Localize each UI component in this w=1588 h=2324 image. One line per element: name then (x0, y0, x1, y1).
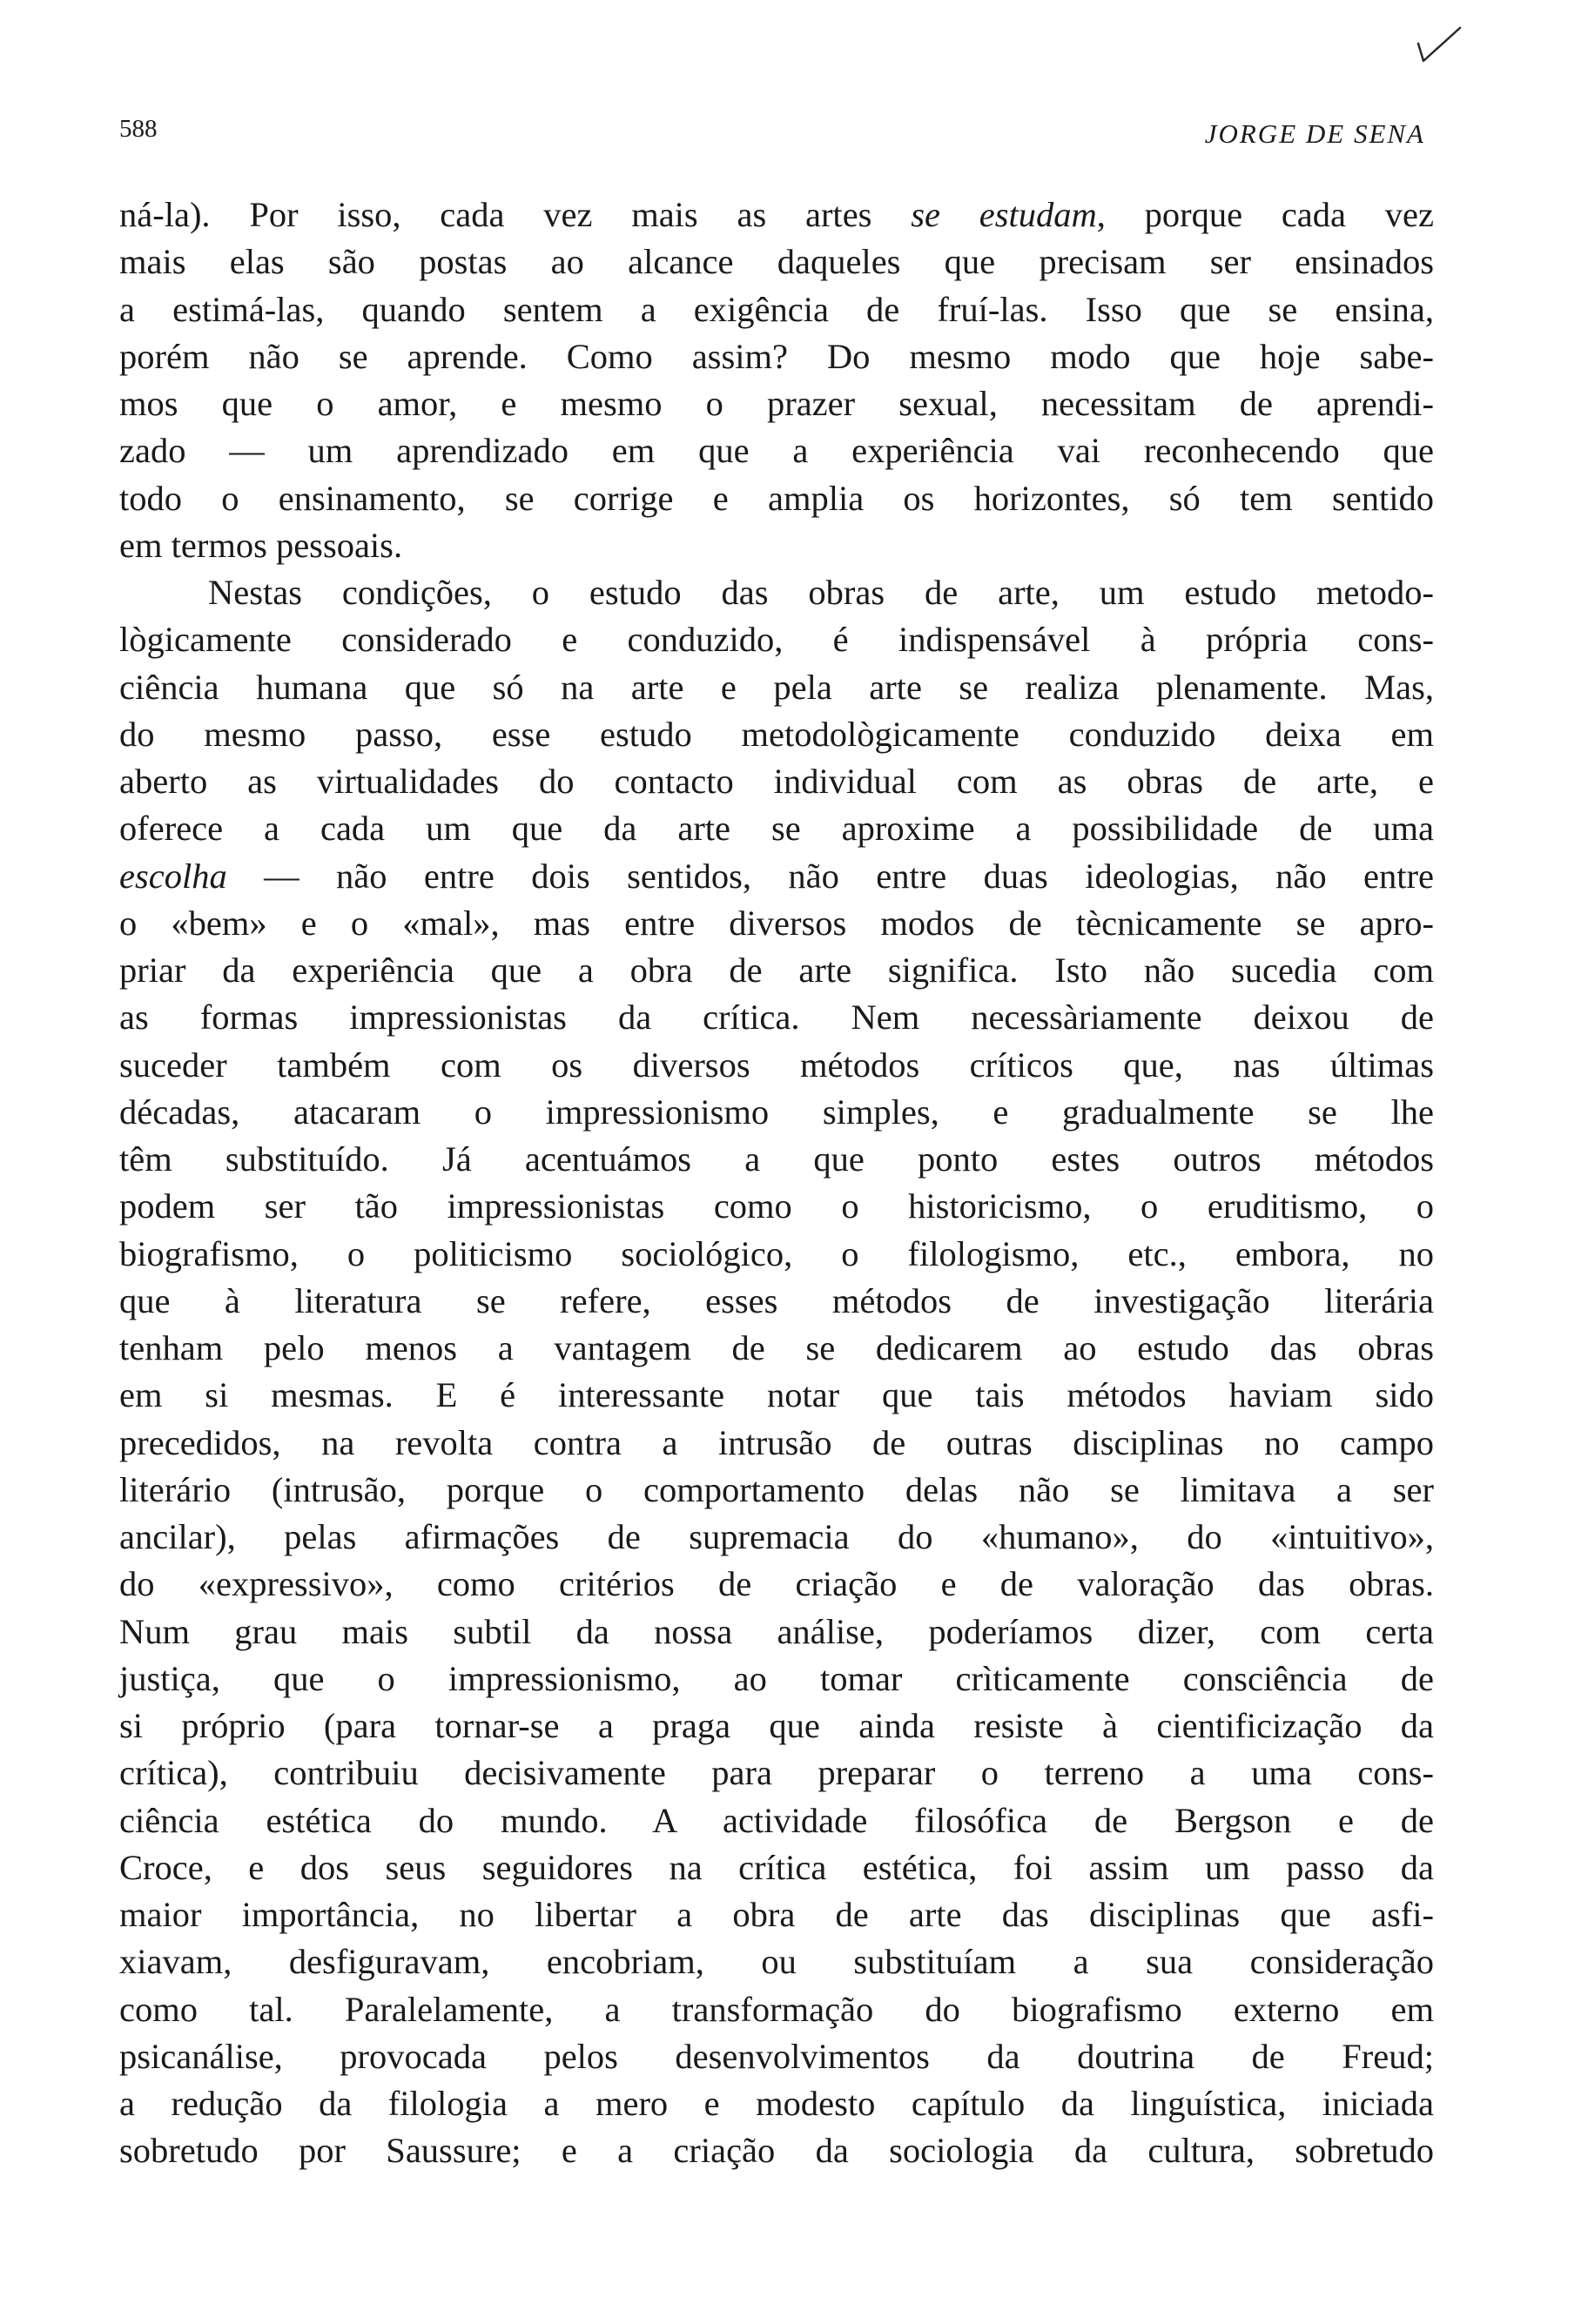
running-title: JORGE DE SENA (1204, 118, 1425, 149)
italic-emphasis: escolha (119, 856, 227, 896)
text-line (119, 1844, 1434, 1891)
text-line-segment: tenham pelo menos a vantagem de se dedicarem ao estudo das obras (119, 1328, 1434, 1367)
text-line-segment: aberto as virtualidades do contacto individual com as obras de arte, e (119, 762, 1434, 801)
text-line (119, 333, 1434, 380)
text-line-segment: maior importância, no libertar a obra de arte das disciplinas que asfi- (119, 1895, 1434, 1934)
text-line-segment: do mesmo passo, esse estudo metodològicamente conduzido deixa em (119, 714, 1434, 754)
text-line (119, 1656, 1434, 1703)
text-line (119, 1183, 1434, 1230)
text-line-segment: biografismo, o politicismo sociológico, o filologismo, etc., embora, no (119, 1233, 1434, 1273)
text-line-segment: ciência humana que só na arte e pela arte se realiza plenamente. Mas, (119, 667, 1434, 707)
text-line (119, 853, 1434, 900)
text-line (119, 1891, 1434, 1938)
text-line-segment: zado — um aprendizado em que a experiência vai reconhecendo que (119, 431, 1434, 471)
handwritten-check-mark (1415, 24, 1464, 64)
text-line (119, 1467, 1434, 1514)
text-line-segment: oferece a cada um que da arte se aproxime a possibilidade de uma (119, 809, 1434, 849)
text-line (119, 1514, 1434, 1561)
text-line-segment: ná-la). Por isso, cada vez mais as artes (119, 195, 912, 234)
text-line (119, 711, 1434, 758)
text-line-segment: — não entre dois sentidos, não entre duas ideologias, não entre (226, 856, 1434, 896)
text-line-segment: as formas impressionistas da crítica. Nem necessàriamente deixou de (119, 997, 1434, 1038)
body-text (119, 191, 1434, 2175)
text-line-segment: ancilar), pelas afirmações de supremacia do «humano», do «intuitivo», (119, 1517, 1434, 1556)
text-line-segment: o «bem» e o «mal», mas entre diversos modos de tècnicamente se apro- (119, 903, 1434, 943)
text-line (119, 2080, 1434, 2127)
text-line-segment: psicanálise, provocada pelos desenvolvimentos da doutrina de Freud; (119, 2036, 1434, 2076)
text-line-segment: mais elas são postas ao alcance daqueles que precisam ser ensinados (119, 242, 1434, 282)
text-line-segment: precedidos, na revolta contra a intrusão de outras disciplinas no campo (119, 1422, 1434, 1462)
text-line-segment: a redução da filologia a mero e modesto capítulo da linguística, iniciada (119, 2084, 1434, 2123)
text-line-segment: ciência estética do mundo. A actividade filosófica de Bergson e de (119, 1800, 1434, 1840)
text-line-segment: Num grau mais subtil da nossa análise, poderíamos dizer, com certa (119, 1611, 1434, 1651)
text-line (119, 994, 1434, 1041)
text-line (119, 286, 1434, 333)
text-line-segment: que à literatura se refere, esses métodos de investigação literária (119, 1280, 1434, 1320)
text-line (119, 1703, 1434, 1750)
italic-emphasis: se estudam (911, 195, 1097, 234)
text-line-segment: suceder também com os diversos métodos críticos que, nas últimas (119, 1044, 1434, 1085)
text-line-segment: xiavam, desfiguravam, encobriam, ou substituíam a sua consideração (119, 1942, 1434, 1982)
text-line (119, 2033, 1434, 2080)
text-line (119, 1420, 1434, 1467)
text-line (119, 1609, 1434, 1656)
text-line-segment: como tal. Paralelamente, a transformação do biografismo externo em (119, 1989, 1434, 2029)
text-line (119, 475, 1434, 522)
text-line-segment: em termos pessoais. (119, 525, 403, 565)
text-line-segment: sobretudo por Saussure; e a criação da sociologia da cultura, sobretudo (119, 2131, 1434, 2171)
text-line-segment: décadas, atacaram o impressionismo simples, e gradualmente se lhe (119, 1091, 1434, 1132)
text-line-segment: si próprio (para tornar-se a praga que ainda resiste à cientificização da (119, 1706, 1434, 1745)
text-line (119, 1561, 1434, 1608)
text-line (119, 1089, 1434, 1136)
text-line-segment: do «expressivo», como critérios de criação e de valoração das obras. (119, 1564, 1434, 1604)
text-line (119, 427, 1434, 474)
text-line-segment: literário (intrusão, porque o comportamento delas não se limitava a ser (119, 1469, 1434, 1509)
text-line (119, 191, 1434, 238)
text-line-segment: justiça, que o impressionismo, ao tomar crìticamente consciência de (119, 1658, 1434, 1698)
text-line (119, 1372, 1434, 1419)
text-line-segment: têm substituído. Já acentuámos a que ponto estes outros métodos (119, 1139, 1434, 1179)
text-line-segment: Nestas condições, o estudo das obras de arte, um estudo metodo- (208, 573, 1434, 612)
text-line (119, 1797, 1434, 1844)
page-number: 588 (119, 115, 158, 143)
text-line (119, 238, 1434, 285)
text-line (119, 1231, 1434, 1278)
text-line (119, 900, 1434, 947)
text-line (119, 805, 1434, 852)
text-line (119, 1325, 1434, 1372)
text-line (119, 1986, 1434, 2033)
text-line (119, 1278, 1434, 1325)
text-line-segment: Croce, e dos seus seguidores na crítica estética, foi assim um passo da (119, 1847, 1434, 1887)
text-line (119, 947, 1434, 994)
text-line-segment: lògicamente considerado e conduzido, é indispensável à própria cons- (119, 620, 1434, 660)
text-line-segment: podem ser tão impressionistas como o historicismo, o eruditismo, o (119, 1186, 1434, 1226)
text-line (119, 1042, 1434, 1089)
text-line (119, 569, 1434, 616)
text-line (119, 1750, 1434, 1797)
text-line (119, 616, 1434, 663)
text-line-segment: a estimá-las, quando sentem a exigência de fruí-las. Isso que se ensina, (119, 289, 1434, 329)
text-line-segment: em si mesmas. E é interessante notar que tais métodos haviam sido (119, 1375, 1434, 1415)
text-line (119, 2127, 1434, 2174)
text-line-segment: todo o ensinamento, se corrige e amplia os horizontes, só tem sentido (119, 478, 1434, 518)
text-line-segment: crítica), contribuiu decisivamente para preparar o terreno a uma cons- (119, 1753, 1434, 1793)
text-line-segment: priar da experiência que a obra de arte significa. Isto não sucedia com (119, 950, 1434, 990)
text-line (119, 522, 1434, 569)
text-line (119, 1938, 1434, 1985)
text-line (119, 664, 1434, 711)
text-line (119, 1136, 1434, 1183)
text-line (119, 380, 1434, 427)
text-line-segment: porém não se aprende. Como assim? Do mesmo modo que hoje sabe- (119, 336, 1434, 376)
text-line-segment: mos que o amor, e mesmo o prazer sexual, necessitam de aprendi- (119, 384, 1434, 423)
text-line-segment: , porque cada vez (1096, 195, 1434, 234)
text-line (119, 758, 1434, 805)
page-header (119, 111, 1425, 155)
